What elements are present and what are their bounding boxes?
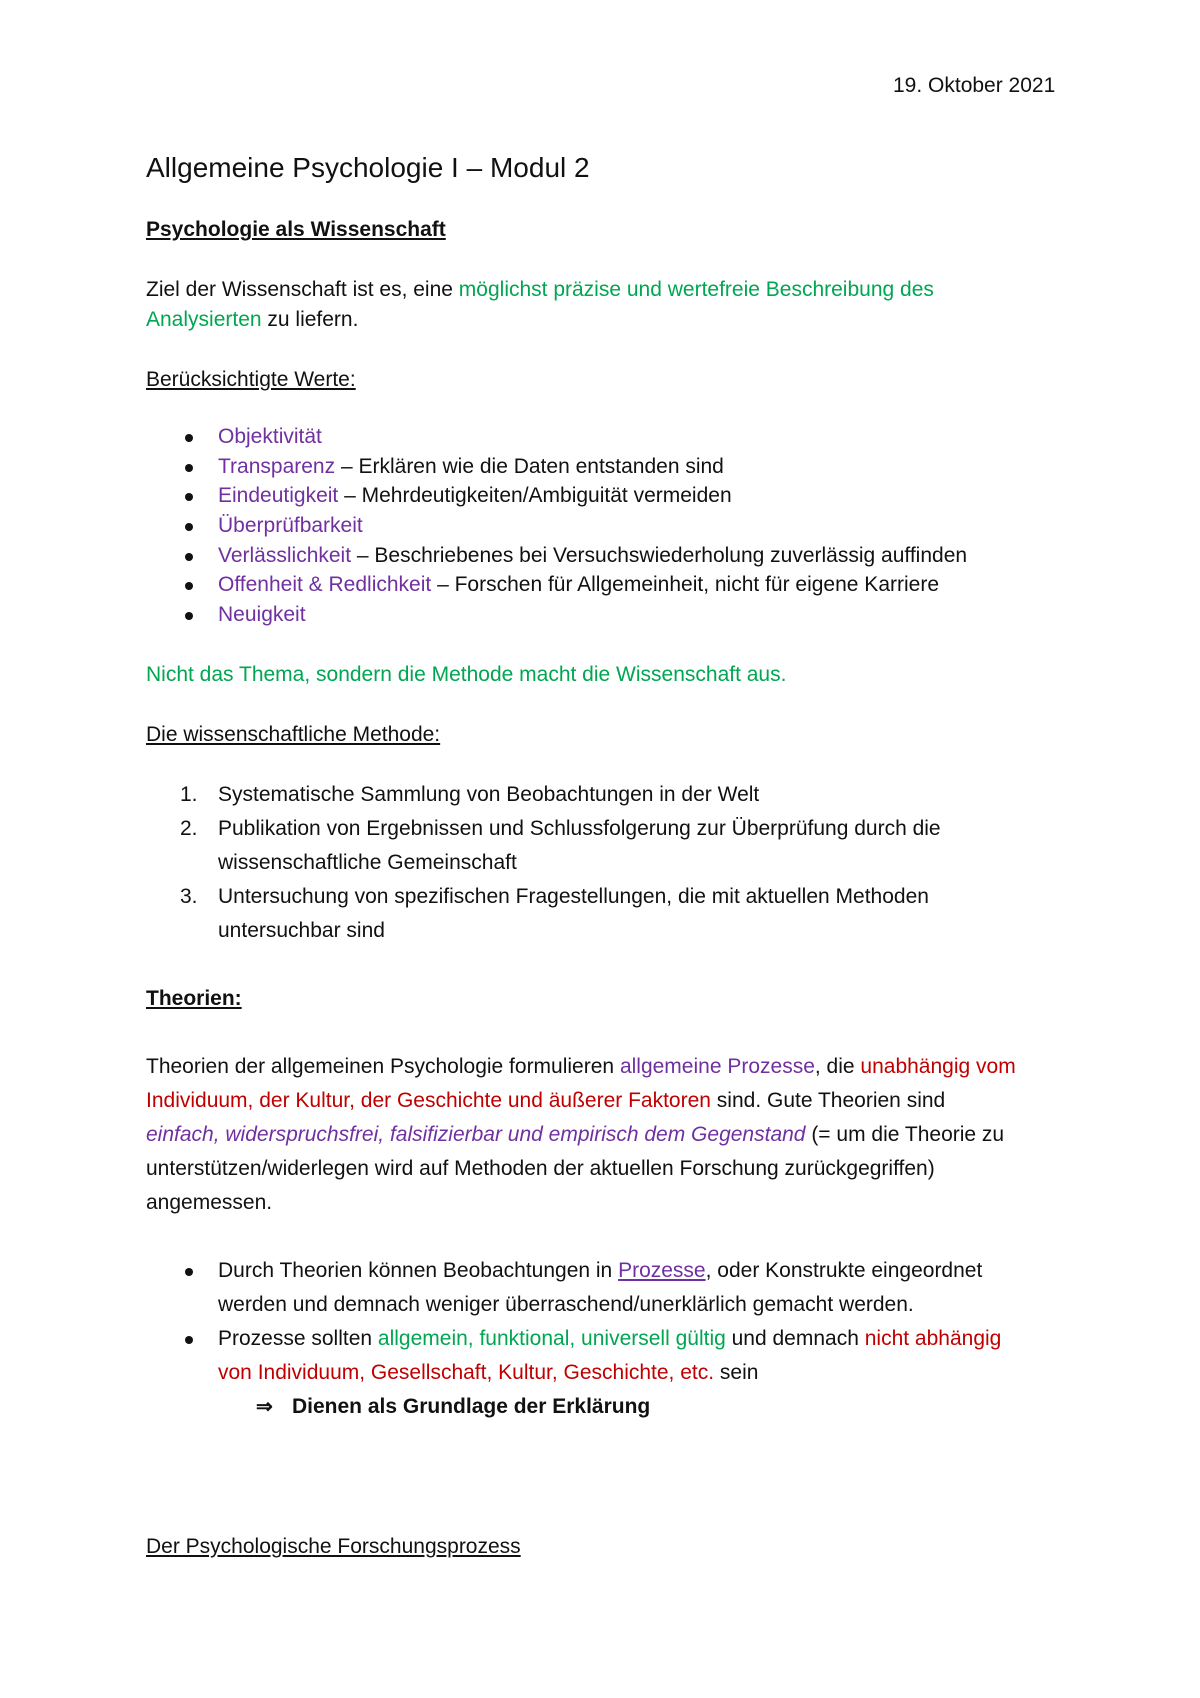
list-item-continuation: wissenschaftliche Gemeinschaft — [218, 851, 517, 874]
value-term: Offenheit & Redlichkeit — [218, 573, 432, 596]
bullet-icon — [185, 464, 193, 472]
bullet-icon — [185, 493, 193, 501]
list-item: Publikation von Ergebnissen und Schlussfolgerung zur Überprüfung durch die — [218, 817, 941, 840]
paragraph-line — [146, 1089, 945, 1113]
heading-forschungsprozess: Der Psychologische Forschungsprozess — [146, 1535, 521, 1558]
heading-beruecksichtigte-werte: Berücksichtigte Werte: — [146, 368, 356, 391]
value-term: Transparenz — [218, 455, 336, 478]
value-desc: – Beschriebenes bei Versuchswiederholung zuverlässig auffinden — [351, 544, 968, 567]
paragraph-line — [146, 1123, 1004, 1147]
intro-highlight: möglichst präzise und wertefreie Beschreibung des — [458, 278, 934, 301]
text-run: Prozesse sollten — [218, 1327, 378, 1350]
list-item — [218, 455, 724, 479]
text-run: und demnach — [725, 1327, 865, 1350]
bullet-icon — [185, 612, 193, 620]
text-run: Theorien der allgemeinen Psychologie formulieren — [146, 1055, 620, 1078]
text-highlight: von Individuum, Gesellschaft, Kultur, Geschichte, etc. — [218, 1361, 715, 1384]
list-item — [218, 425, 322, 449]
intro-text: Ziel der Wissenschaft ist es, eine — [146, 278, 459, 301]
list-item — [218, 1327, 1001, 1351]
value-desc: – Mehrdeutigkeiten/Ambiguität vermeiden — [338, 484, 732, 507]
bullet-icon — [185, 553, 193, 561]
text-highlight: einfach, widerspruchsfrei, falsifizierbar und empirisch dem Gegenstand — [146, 1123, 806, 1146]
bullet-icon — [185, 1336, 193, 1344]
list-item: Systematische Sammlung von Beobachtungen in der Welt — [218, 783, 760, 806]
intro-line-2 — [146, 308, 358, 332]
method-statement: Nicht das Thema, sondern die Methode macht die Wissenschaft aus. — [146, 663, 787, 686]
value-term: Neuigkeit — [218, 603, 306, 626]
text-link-prozesse[interactable]: Prozesse — [618, 1259, 706, 1282]
text-run: Durch Theorien können Beobachtungen in — [218, 1259, 619, 1282]
bullet-icon — [185, 434, 193, 442]
bullet-icon — [185, 523, 193, 531]
value-term: Eindeutigkeit — [218, 484, 339, 507]
list-item — [218, 1259, 982, 1283]
value-term: Verlässlichkeit — [218, 544, 352, 567]
heading-theorien: Theorien: — [146, 987, 242, 1010]
bullet-icon — [185, 582, 193, 590]
arrow-right-icon: ⇒ — [256, 1396, 273, 1418]
intro-line-1 — [146, 278, 934, 302]
text-highlight: nicht abhängig — [864, 1327, 1002, 1350]
list-item — [218, 603, 306, 627]
list-item-continuation: untersuchbar sind — [218, 919, 385, 942]
paragraph-line: angemessen. — [146, 1191, 273, 1214]
intro-text-2: zu liefern. — [261, 308, 359, 331]
document-title: Allgemeine Psychologie I – Modul 2 — [146, 152, 590, 183]
value-term: Objektivität — [218, 425, 322, 448]
text-run: (= um die Theorie zu — [805, 1123, 1005, 1146]
list-item — [218, 544, 967, 568]
text-highlight: Individuum, der Kultur, der Geschichte und äußerer Faktoren — [146, 1089, 711, 1112]
list-item — [218, 573, 939, 597]
list-number: 2. — [180, 817, 198, 840]
list-item — [218, 514, 363, 538]
value-desc: – Erklären wie die Daten entstanden sind — [335, 455, 724, 478]
text-highlight: unabhängig vom — [860, 1055, 1016, 1078]
paragraph-line — [146, 1055, 1016, 1079]
bullet-icon — [185, 1268, 193, 1276]
list-item: Untersuchung von spezifischen Fragestellungen, die mit aktuellen Methoden — [218, 885, 929, 908]
document-date: 19. Oktober 2021 — [893, 74, 1056, 97]
heading-psychologie-als-wissenschaft: Psychologie als Wissenschaft — [146, 218, 446, 241]
text-highlight: allgemeine Prozesse — [619, 1055, 815, 1078]
intro-highlight-2: Analysierten — [146, 308, 262, 331]
text-run: , die — [814, 1055, 861, 1078]
text-run: sind. Gute Theorien sind — [710, 1089, 946, 1112]
list-item-continuation: werden und demnach weniger überraschend/unerklärlich gemacht werden. — [218, 1293, 914, 1316]
value-desc: – Forschen für Allgemeinheit, nicht für eigene Karriere — [431, 573, 939, 596]
paragraph-line: unterstützen/widerlegen wird auf Methoden der aktuellen Forschung zurückgegriffen) — [146, 1157, 935, 1180]
heading-wissenschaftliche-methode: Die wissenschaftliche Methode: — [146, 723, 441, 746]
list-item — [218, 484, 732, 508]
conclusion-text: Dienen als Grundlage der Erklärung — [292, 1395, 651, 1418]
text-highlight: allgemein, funktional, universell gültig — [377, 1327, 726, 1350]
text-run: , oder Konstrukte eingeordnet — [705, 1259, 983, 1282]
list-number: 3. — [180, 885, 198, 908]
text-run: sein — [714, 1361, 759, 1384]
list-item-continuation — [218, 1361, 758, 1385]
value-term: Überprüfbarkeit — [218, 514, 363, 537]
list-number: 1. — [180, 783, 198, 806]
